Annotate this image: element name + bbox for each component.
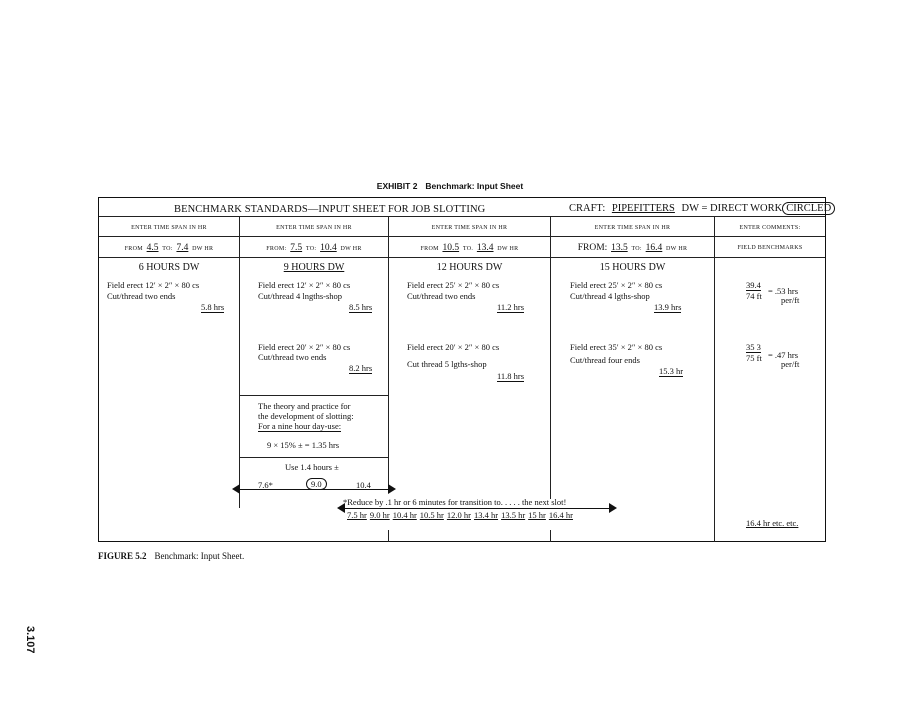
c1a-line2: Cut/thread two ends (107, 291, 176, 301)
col2-title: 9 HOURS DW (283, 262, 345, 273)
c2a-hrs: 8.5 hrs (349, 302, 373, 312)
c2b-line1: Field erect 20′ × 2″ × 80 cs (258, 342, 351, 352)
col3-title: 12 HOURS DW (436, 262, 503, 273)
c4a-hrs: 13.9 hrs (654, 302, 682, 312)
bm1-fraction (746, 280, 762, 301)
c3b-line1: Field erect 20′ × 2″ × 80 cs (407, 342, 500, 352)
caption-label: FIGURE 5.2 (98, 551, 147, 561)
c2b-hrs: 8.2 hrs (349, 363, 373, 373)
c4b-hrs: 15.3 hr (659, 366, 684, 376)
col-divider-1b (239, 216, 240, 508)
col-divider-3-tail (550, 530, 551, 542)
c3a-line2: Cut/thread two ends (407, 291, 476, 301)
exhibit-label: EXHIBIT 2 (376, 181, 418, 191)
rule-title (99, 216, 825, 217)
theory-mid: 9.0 (306, 478, 327, 490)
col4-title: 15 HOURS DW (599, 262, 666, 273)
c1a-line1: Field erect 12′ × 2″ × 80 cs (107, 280, 200, 290)
col2-range: FROM: 7.5 TO: 10.4 DW HR (266, 243, 362, 253)
col-divider-2-tail (388, 530, 389, 542)
col3-header: ENTER TIME SPAN IN HR (431, 225, 508, 231)
bm2-den: 75 ft (746, 353, 762, 363)
col4-from: 13.5 (611, 243, 628, 253)
col-divider-3 (550, 216, 551, 499)
seq-item: 16.4 hr (548, 510, 573, 520)
bm1-unit: per/ft (781, 295, 800, 305)
arrow-right-icon (388, 484, 396, 494)
col-divider-4 (714, 216, 715, 542)
craft-label: CRAFT: (569, 203, 606, 214)
col1-to: 7.4 (176, 243, 189, 253)
bm2-fraction (746, 342, 762, 363)
bm2-result: = .47 hrs (768, 350, 799, 360)
dw-text: DW = DIRECT WORK (681, 203, 783, 214)
c1a-hrs: 5.8 hrs (201, 302, 225, 312)
col2-to: 10.4 (320, 243, 337, 253)
bm1-den: 74 ft (746, 291, 762, 301)
col2-from: 7.5 (290, 243, 303, 253)
seq-item: 13.5 hr (501, 510, 526, 520)
theory-line1: The theory and practice for (258, 401, 351, 411)
col1-title: 6 HOURS DW (138, 262, 200, 273)
col5-header: ENTER COMMENTS: (739, 225, 801, 231)
caption-text: Benchmark: Input Sheet. (154, 551, 245, 561)
bm1-num: 39.4 (746, 280, 761, 290)
col2-header: ENTER TIME SPAN IN HR (276, 225, 352, 231)
circled-text: CIRCLED (782, 202, 835, 215)
c2a-line2: Cut/thread 4 lngths-shop (258, 291, 343, 301)
col1-header: ENTER TIME SPAN IN HR (131, 225, 207, 231)
arrow-left-icon (232, 484, 240, 494)
footnote: *Reduce by .1 hr or 6 minutes for transition to. . . . . the next slot! (343, 497, 567, 507)
c4b-line2: Cut/thread four ends (570, 355, 640, 365)
theory-high: 10.4 (356, 480, 371, 490)
col5-range: FIELD BENCHMARKS (737, 245, 803, 251)
rule-theory-top (240, 395, 388, 396)
seq-arrow-right-icon (609, 503, 617, 513)
seq-item: 10.4 hr (392, 510, 417, 520)
exhibit-heading (0, 181, 900, 191)
bm1-result: = .53 hrs (768, 286, 799, 296)
c2b-line2: Cut/thread two ends (258, 352, 327, 362)
theory-use: Use 1.4 hours ± (285, 462, 339, 472)
theory-low: 7.6* (258, 480, 273, 490)
c3b-hrs: 11.8 hrs (497, 371, 525, 381)
slot-sequence (347, 510, 576, 520)
col4-to: 16.4 (645, 243, 663, 253)
col-divider-2 (388, 216, 389, 491)
seq-item: 13.4 hr (473, 510, 499, 520)
col3-from: 10.5 (442, 243, 460, 253)
c2a-line1: Field erect 12′ × 2″ × 80 cs (258, 280, 351, 290)
craft-row (569, 203, 835, 214)
exhibit-title: Benchmark: Input Sheet (425, 181, 524, 191)
seq-line (345, 508, 610, 509)
rule-range (99, 257, 825, 258)
theory-line2: the development of slotting: (258, 411, 354, 421)
col3-range: FROM 10.5 TO. 13.4 DW HR (420, 243, 519, 253)
figure-caption (98, 551, 244, 561)
col4-range: FROM: 13.5 TO: 16.4 DW HR (577, 243, 688, 253)
col1-from: 4.5 (146, 243, 159, 253)
bm2-unit: per/ft (781, 359, 800, 369)
theory-calc: 9 × 15% ± = 1.35 hrs (267, 440, 340, 450)
bm-footer: 16.4 hr etc. etc. (746, 518, 799, 528)
bm2-num: 35 3 (746, 342, 761, 352)
c4a-line1: Field erect 25′ × 2″ × 80 cs (570, 280, 663, 290)
rule-theory-mid (240, 457, 388, 458)
craft-value: PIPEFITTERS (611, 203, 675, 214)
sheet-title: BENCHMARK STANDARDS—INPUT SHEET FOR JOB SLOTTING (174, 204, 486, 215)
col1-range: FROM 4.5 TO: 7.4 DW HR (124, 243, 214, 253)
col3-to: 13.4 (476, 243, 494, 253)
c4b-line1: Field erect 35′ × 2″ × 80 cs (570, 342, 663, 352)
col4-header: ENTER TIME SPAN IN HR (594, 225, 671, 231)
seq-item: 15 hr (528, 510, 546, 520)
c3a-line1: Field erect 25′ × 2″ × 80 cs (407, 280, 500, 290)
page-number: 3.107 (24, 626, 36, 654)
theory-line3: For a nine hour day-use: (258, 421, 342, 431)
seq-item: 12.0 hr (446, 510, 471, 520)
rule-header (99, 236, 825, 237)
seq-arrow-left-icon (337, 503, 345, 513)
seq-item: 10.5 hr (419, 510, 444, 520)
seq-item: 9.0 hr (369, 510, 390, 520)
seq-item: 7.5 hr (347, 510, 367, 520)
c3a-hrs: 11.2 hrs (497, 302, 525, 312)
c4a-line2: Cut/thread 4 lgths-shop (570, 291, 650, 301)
c3b-line2: Cut thread 5 lgths-shop (407, 359, 487, 369)
